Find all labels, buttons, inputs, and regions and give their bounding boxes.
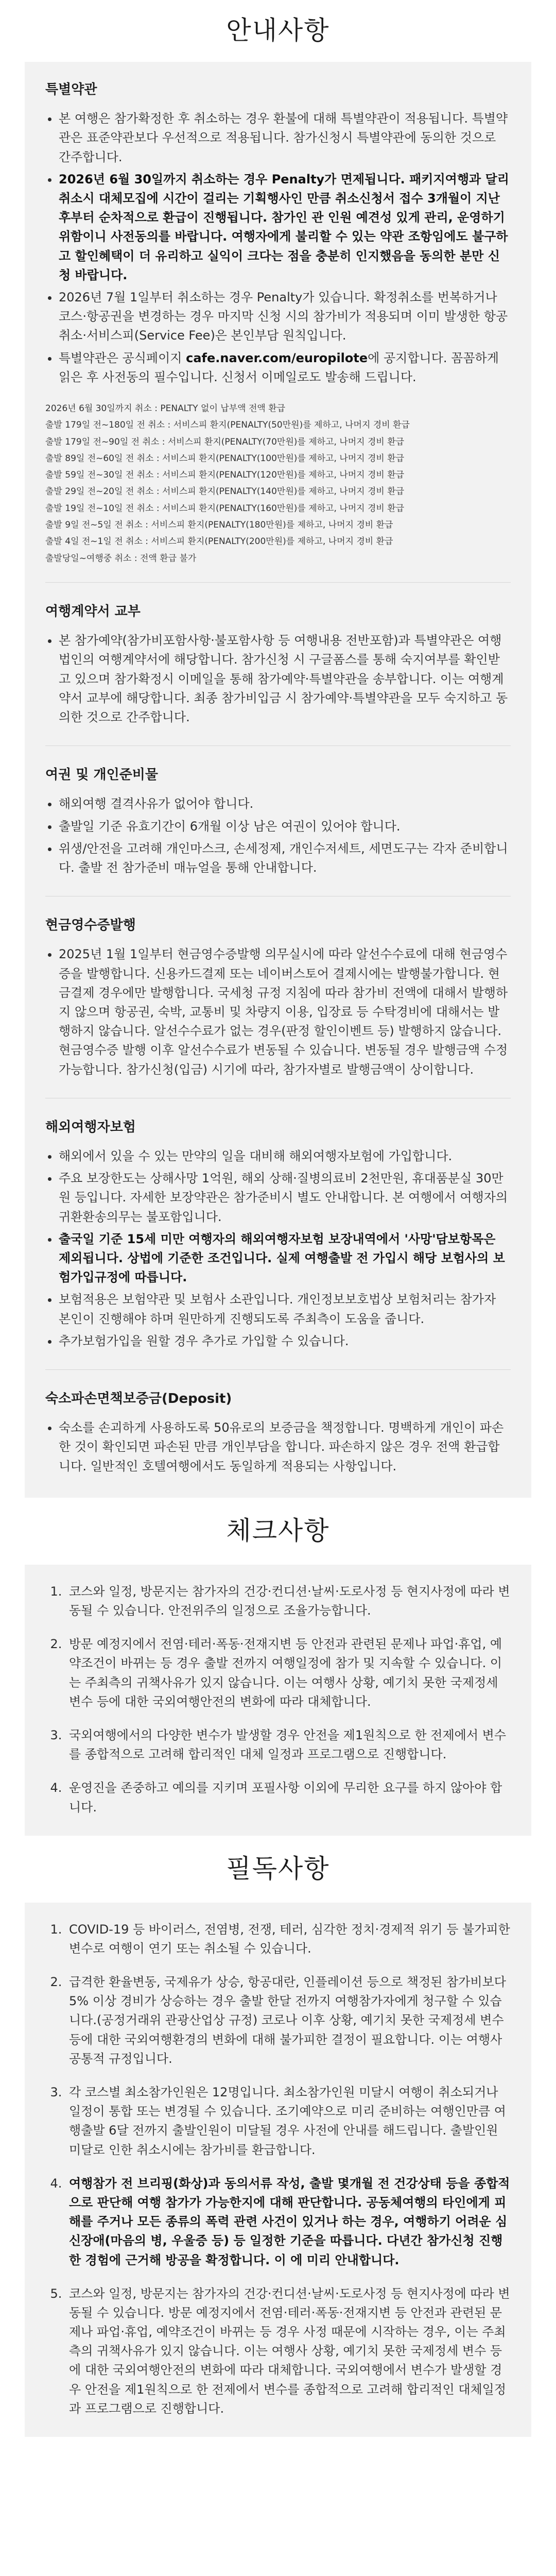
cafe-link[interactable]: cafe.naver.com/europilote	[186, 350, 368, 365]
special-terms-section	[45, 79, 511, 583]
list-item: 5. 코스와 일정, 방문지는 참가자의 건강·컨디션·날씨·도로사정 등 현지사정에 따라 변동될 수 있습니다. 방문 예정지에서 전염·테러·폭동·전재지변 등 안전과 관련된 문제나 파업·휴업, 예약조건이 바뀌는 등 경우 사정 때문에 시작하는 경우, 이는 주최측의 귀책사유가 있지 않습니다. 이는 여행사 상황, 예기치 못한 국제정세 변수 등에 대한 국외여행안전의 변화에 따라 대체합니다. 국외여행에서 변수가 발생할 경우 안전을 제1원칙으로 한 전제에서 변수를 종합적으로 고려해 합리적인 대체일정과 프로그램으로 진행합니다.	[66, 2284, 511, 2418]
list-item: 1. 코스와 일정, 방문지는 참가자의 건강·컨디션·날씨·도로사정 등 현지사정에 따라 변동될 수 있습니다. 안전위주의 일정으로 조율가능합니다.	[66, 1582, 511, 1620]
penalty-item: 출발 9일 전~5일 전 취소 : 서비스피 환지(PENALTY(180만원)를 제하고, 나머지 경비 환급	[45, 520, 393, 530]
list-item: • 출발일 기준 유효기간이 6개월 이상 남은 여권이 있어야 합니다.	[59, 817, 511, 836]
list-item: • 위생/안전을 고려해 개인마스크, 손세정제, 개인수저세트, 세면도구는 각자 준비합니다. 출발 전 참가준비 매뉴얼을 통해 안내합니다.	[59, 839, 511, 877]
bold-text: 출국일 기준 15세 미만 여행자의 해외여행자보험 보장내역에서 '사망'담보항목은 제외됩니다. 상법에 기준한 조건입니다. 실제 여행출발 전 가입시 해당 보험사의 보험가입규정에 따릅니다.	[59, 1231, 505, 1285]
passport-list	[45, 794, 511, 877]
check-box	[25, 1565, 531, 1836]
notice-list	[45, 1920, 511, 2418]
receipt-heading: 현금영수증발행	[45, 918, 136, 934]
list-item	[66, 2174, 511, 2270]
contract-section	[45, 601, 511, 746]
list-item	[59, 170, 511, 285]
penalty-item: 출발 89일 전~60일 전 취소 : 서비스피 환지(PENALTY(100만원)를 제하고, 나머지 경비 환급	[45, 453, 405, 464]
deposit-heading: 숙소파손면책보증금(Deposit)	[45, 1391, 232, 1406]
list-item: • 본 참가예약(참가비포함사항·불포함사항 등 여행내용 전반포함)과 특별약관은 여행법인의 여행계약서에 해당합니다. 참가신청 시 구글폼스를 통해 숙지여부를 확인받고 있으며 참가확정시 이메일을 통해 참가예약·특별약관을 송부합니다. 이는 여행계약서 교부에 해당합니다. 최종 참가비입금 시 참가예약·특별약관을 모두 숙지하고 동의한 것으로 간주합니다.	[59, 631, 511, 727]
list-item: • 숙소를 손괴하게 사용하도록 50유로의 보증금을 책정합니다. 명백하게 개인이 파손한 것이 확인되면 파손된 만큼 개인부담을 합니다. 파손하지 않은 경우 전액 환급합니다. 일반적인 호텔여행에서도 동일하게 적용되는 사항입니다.	[59, 1418, 511, 1476]
contract-heading: 여행계약서 교부	[45, 603, 141, 619]
list-item: 1. COVID-19 등 바이러스, 전염병, 전쟁, 테러, 심각한 정치·경제적 위기 등 불가피한 변수로 여행이 연기 또는 취소될 수 있습니다.	[66, 1920, 511, 1958]
passport-section	[45, 765, 511, 896]
list-item: 2. 급격한 환율변동, 국제유가 상승, 항공대란, 인플레이션 등으로 책정된 참가비보다 5% 이상 경비가 상승하는 경우 출발 한달 전까지 여행참가자에게 청구할 수 있습니다.(공정거래위 관광산업상 규정) 코로나 이후 상황, 예기치 못한 국제정세 변수 등에 대한 국외여행환경의 변화에 대해 불가피한 결정이 필요합니다. 이는 여행사 공통적 규정입니다.	[66, 1973, 511, 2069]
list-item: • 해외에서 있을 수 있는 만약의 일을 대비해 해외여행자보험에 가입합니다.	[59, 1147, 511, 1166]
check-title: 체크사항	[226, 1516, 330, 1546]
list-item: • 2026년 7월 1일부터 취소하는 경우 Penalty가 있습니다. 확정취소를 번복하거나 코스·항공권을 변경하는 경우 마지막 신청 시의 참가비가 적용되며 이미 발생한 항공취소·서비스피(Service Fee)은 본인부담 원칙입니다.	[59, 288, 511, 346]
receipt-list	[45, 945, 511, 1079]
list-item: • 추가보험가입을 원할 경우 추가로 가입할 수 있습니다.	[59, 1332, 511, 1351]
notice-box	[25, 1903, 531, 2437]
penalty-item: 출발 59일 전~30일 전 취소 : 서비스피 환지(PENALTY(120만원)를 제하고, 나머지 경비 환급	[45, 470, 405, 481]
insurance-heading: 해외여행자보험	[45, 1119, 136, 1135]
passport-heading: 여권 및 개인준비물	[45, 767, 159, 783]
bold-text: 2026년 6월 30일까지 취소하는 경우 Penalty가 면제됩니다. 패키지여행과 달리 취소시 대체모집에 시간이 걸리는 기획행사인 만큼 취소신청서 접수 3개월이 지난 후부터 순차적으로 환급이 진행됩니다. 참가인 관 인원 예견성 있게 관리, 운영하기 위함이니 사전동의를 바랍니다. 여행자에게 불리할 수 있는 약관 조항임에도 불구하고 할인혜택이 더 유리하고 실익이 크다는 점을 충분히 인지했음을 동의한 분만 신청 바랍니다.	[59, 172, 509, 282]
list-item	[59, 1230, 511, 1287]
penalty-item: 출발 19일 전~10일 전 취소 : 서비스피 환지(PENALTY(160만원)를 제하고, 나머지 경비 환급	[45, 503, 405, 514]
receipt-section	[45, 915, 511, 1098]
list-item: 2. 방문 예정지에서 전염·테러·폭동·전재지변 등 안전과 관련된 문제나 파업·휴업, 예약조건이 바뀌는 등 경우 출발 전까지 여행일정에 참가 및 지속할 수 있습니다. 이는 주최측의 귀책사유가 있지 않습니다. 이는 여행사 상황, 예기치 못한 국제정세 변수 등에 대한 국외여행안전의 변화에 따라 대체합니다.	[66, 1635, 511, 1711]
penalty-item: 출발 29일 전~20일 전 취소 : 서비스피 환지(PENALTY(140만원)를 제하고, 나머지 경비 환급	[45, 486, 405, 497]
check-list	[45, 1582, 511, 1817]
list-item: • 본 여행은 참가확정한 후 취소하는 경우 환불에 대해 특별약관이 적용됩니다. 특별약관은 표준약관보다 우선적으로 적용됩니다. 참가신청시 특별약관에 동의한 것으로 간주합니다.	[59, 109, 511, 167]
guide-title: 안내사항	[226, 15, 330, 46]
penalty-item: 2026년 6월 30일까지 취소 : PENALTY 없이 납부액 전액 환급	[45, 403, 286, 414]
list-item: • 보험적용은 보험약관 및 보험사 소관입니다. 개인정보보호법상 보험처리는 참가자 본인이 진행해야 하며 원만하게 진행되도록 주최측이 도움을 줍니다.	[59, 1290, 511, 1328]
list-item: 3. 각 코스별 최소참가인원은 12명입니다. 최소참가인원 미달시 여행이 취소되거나 일정이 통합 또는 변경될 수 있습니다. 조기예약으로 미리 준비하는 여행인만큼 여행출발 6달 전까지 출발인원이 미달될 경우 사전에 안내를 해드립니다. 출발인원 미달로 인한 취소시에는 참가비를 환급합니다.	[66, 2083, 511, 2160]
penalty-item: 출발당일~여행중 취소 : 전액 환급 불가	[45, 553, 197, 564]
list-item-text: 에 공지합니다. 꼼꼼하게 읽은 후 사전동의 필수입니다. 신청서 이메일로도 발송해 드립니다.	[59, 350, 499, 384]
list-item-text: 특별약관은 공식페이지	[59, 350, 186, 365]
list-item: • 2025년 1월 1일부터 현금영수증발행 의무실시에 따라 알선수수료에 대해 현금영수증을 발행합니다. 신용카드결제 또는 네이버스토어 결제시에는 발행불가합니다. 현금결제 경우에만 발행합니다. 국세청 규정 지침에 따라 참가비 전액에 대해서 발행하지 않으며 항공권, 숙박, 교통비 및 차량지 이용, 입장료 등 수탁경비에 대해서는 발행하지 않습니다. 알선수수료가 없는 경우(판정 할인이벤트 등) 발행하지 않습니다. 현금영수증 발행 이후 알선수수료가 변동될 수 있습니다. 변동될 경우 발행금액 수정가능합니다. 참가신청(입금) 시기에 따라, 참가자별로 발행금액이 상이합니다.	[59, 945, 511, 1079]
list-item: • 주요 보장한도는 상해사망 1억원, 해외 상해·질병의료비 2천만원, 휴대품분실 30만원 등입니다. 자세한 보장약관은 참가준비시 별도 안내합니다. 본 여행에서 여행자의 귀환환송의무는 불포함입니다.	[59, 1169, 511, 1227]
special-terms-list	[45, 109, 511, 387]
notice-title: 필독사항	[226, 1853, 330, 1884]
penalty-item: 출발 4일 전~1일 전 취소 : 서비스피 환지(PENALTY(200만원)를 제하고, 나머지 경비 환급	[45, 536, 393, 547]
guide-box	[25, 62, 531, 1498]
penalty-item: 출발 179일 전~180일 전 취소 : 서비스피 환지(PENALTY(50만원)를 제하고, 나머지 경비 환급	[45, 420, 410, 431]
penalty-item: 출발 179일 전~90일 전 취소 : 서비스피 환지(PENALTY(70만원)를 제하고, 나머지 경비 환급	[45, 436, 405, 447]
list-item: • 해외여행 결격사유가 없어야 합니다.	[59, 794, 511, 814]
penalty-list	[45, 400, 511, 567]
list-item: 3. 국외여행에서의 다양한 변수가 발생할 경우 안전을 제1원칙으로 한 전제에서 변수를 종합적으로 고려해 합리적인 대체 일정과 프로그램으로 진행합니다.	[66, 1726, 511, 1764]
insurance-section	[45, 1117, 511, 1370]
contract-list	[45, 631, 511, 727]
insurance-list	[45, 1147, 511, 1351]
bold-text: 여행참가 전 브리핑(화상)과 동의서류 작성, 출발 몇개월 전 건강상태 등을 종합적으로 판단해 여행 참가가 가능한지에 대해 판단합니다. 공동체여행의 타인에게 피해를 주거나 모든 종류의 폭력 관련 사건이 있거나 하는 경우, 여행하기 어려운 심신장애(마음의 병, 우울증 등) 등 일정한 기준을 따릅니다. 다년간 참가신청 진행한 경험에 근거해 방공을 확정합니다. 이 에 미리 안내합니다.	[69, 2176, 510, 2267]
list-item	[59, 349, 511, 387]
deposit-list	[45, 1418, 511, 1476]
list-item: 4. 운영진을 존중하고 예의를 지키며 포필사항 이외에 무리한 요구를 하지 않아야 합니다.	[66, 1778, 511, 1817]
deposit-section	[45, 1388, 511, 1476]
special-terms-heading: 특별약관	[45, 82, 97, 97]
